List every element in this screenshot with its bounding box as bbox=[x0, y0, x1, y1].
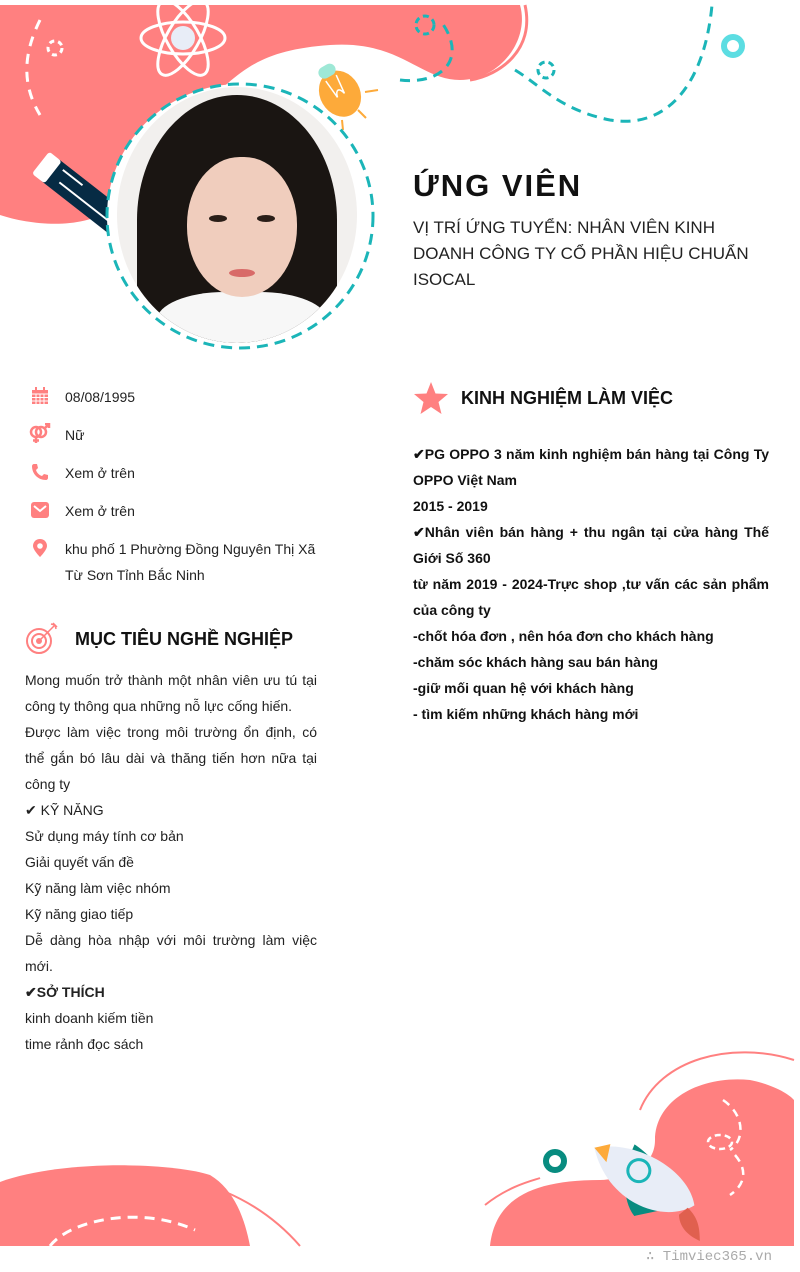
hobbies-heading: ✔SỞ THÍCH bbox=[25, 984, 105, 1000]
experience-line: -giữ mối quan hệ với khách hàng bbox=[413, 680, 634, 696]
info-email bbox=[28, 498, 328, 524]
objective-title: MỤC TIÊU NGHỀ NGHIỆP bbox=[75, 628, 294, 649]
skill-item: Kỹ năng giao tiếp bbox=[25, 906, 134, 922]
footer-decoration bbox=[0, 1040, 800, 1272]
experience-line: 2015 - 2019 bbox=[413, 498, 488, 514]
experience-line: ✔Nhân viên bán hàng + thu ngân tại cửa hàng Thế Giới Số 360 bbox=[413, 524, 769, 566]
target-icon bbox=[25, 622, 59, 656]
experience-line: -chốt hóa đơn , nên hóa đơn cho khách hàng bbox=[413, 628, 714, 644]
star-icon bbox=[413, 381, 449, 415]
hobby-item: time rảnh đọc sách bbox=[25, 1036, 144, 1052]
experience-line: ✔PG OPPO 3 năm kinh nghiệm bán hàng tại Công Ty OPPO Việt Nam bbox=[413, 446, 769, 488]
experience-title: KINH NGHIỆM LÀM VIỆC bbox=[461, 387, 674, 408]
location-icon bbox=[28, 536, 52, 560]
phone-text: Xem ở trên bbox=[65, 465, 135, 481]
objective-content bbox=[25, 667, 317, 1057]
dob-text: 08/08/1995 bbox=[65, 389, 136, 405]
contact-info bbox=[28, 384, 328, 600]
experience-line: từ năm 2019 - 2024-Trực shop ,tư vấn các sản phẩm của công ty bbox=[413, 576, 769, 618]
phone-icon bbox=[28, 460, 52, 484]
address-text: khu phố 1 Phường Đồng Nguyên Thị Xã Từ Sơn Tỉnh Bắc Ninh bbox=[65, 541, 316, 583]
watermark: ∴ Timviec365.vn bbox=[645, 1249, 772, 1265]
info-dob bbox=[28, 384, 328, 410]
info-address bbox=[28, 536, 328, 588]
experience-line: -chăm sóc khách hàng sau bán hàng bbox=[413, 654, 659, 670]
candidate-name: ỨNG VIÊN bbox=[413, 168, 583, 203]
info-phone bbox=[28, 460, 328, 486]
gender-text: Nữ bbox=[65, 427, 85, 443]
hobby-item: kinh doanh kiếm tiền bbox=[25, 1010, 154, 1026]
applied-position: VỊ TRÍ ỨNG TUYỂN: NHÂN VIÊN KINH DOANH CÔNG TY CỔ PHẦN HIỆU CHUẨN ISOCAL bbox=[413, 218, 749, 289]
experience-line: - tìm kiếm những khách hàng mới bbox=[413, 706, 639, 722]
experience-heading bbox=[413, 381, 673, 415]
objective-line: Được làm việc trong môi trường ổn định, có thể gắn bó lâu dài và thăng tiến hơn nữa tại công ty bbox=[25, 724, 317, 792]
calendar-icon bbox=[28, 384, 52, 408]
header-decoration bbox=[0, 0, 800, 360]
skill-item: Giải quyết vấn đề bbox=[25, 854, 134, 870]
gender-icon bbox=[28, 422, 52, 446]
info-gender bbox=[28, 422, 328, 448]
email-icon bbox=[28, 498, 52, 522]
objective-heading bbox=[25, 622, 293, 656]
skill-item: Kỹ năng làm việc nhóm bbox=[25, 880, 171, 896]
experience-content bbox=[413, 441, 769, 727]
candidate-photo bbox=[117, 87, 357, 343]
objective-line: Mong muốn trở thành một nhân viên ưu tú tại công ty thông qua những nỗ lực cống hiến. bbox=[25, 672, 317, 714]
skills-heading: ✔ KỸ NĂNG bbox=[25, 802, 104, 818]
email-text: Xem ở trên bbox=[65, 503, 135, 519]
skill-item: Dễ dàng hòa nhập với môi trường làm việc mới. bbox=[25, 932, 317, 974]
skill-item: Sử dụng máy tính cơ bản bbox=[25, 828, 184, 844]
